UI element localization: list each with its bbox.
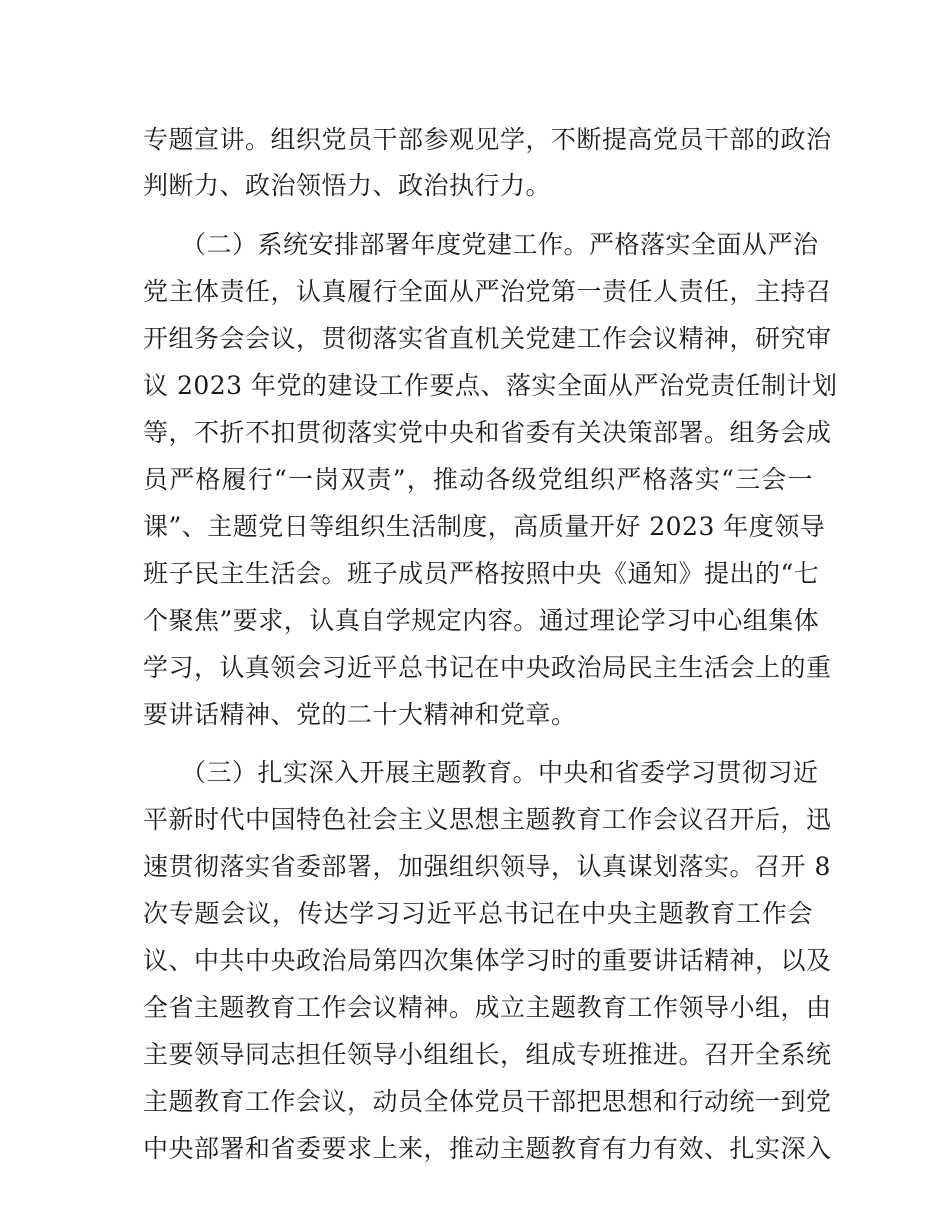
text-line: 学习，认真领会习近平总书记在中央政治局民主生活会上的重 xyxy=(143,653,832,682)
text-line: 议 2023 年党的建设工作要点、落实全面从严治党责任制计划 xyxy=(143,371,838,400)
text-line: （二）系统安排部署年度党建工作。严格落实全面从严治 xyxy=(181,230,819,259)
text-line: 议、中共中央政治局第四次集体学习时的重要讲话精神，以及 xyxy=(143,946,832,975)
text-line: 员严格履行“一岗双责”，推动各级党组织严格落实“三会一 xyxy=(143,465,813,494)
text-line: 平新时代中国特色社会主义思想主题教育工作会议召开后，迅 xyxy=(143,805,832,834)
text-line: 专题宣讲。组织党员干部参观见学，不断提高党员干部的政治 xyxy=(143,125,832,154)
text-line: 个聚焦”要求，认真自学规定内容。通过理论学习中心组集体 xyxy=(143,606,820,635)
text-line: 班子民主生活会。班子成员严格按照中央《通知》提出的“七 xyxy=(143,559,820,588)
text-line: 判断力、政治领悟力、政治执行力。 xyxy=(143,171,552,200)
text-line: （三）扎实深入开展主题教育。中央和省委学习贯彻习近 xyxy=(181,758,819,787)
text-line: 课”、主题党日等组织生活制度，高质量开好 2023 年度领导 xyxy=(143,512,826,541)
text-line: 主题教育工作会议，动员全体党员干部把思想和行动统一到党 xyxy=(143,1087,832,1116)
text-line: 开组务会会议，贯彻落实省直机关党建工作会议精神，研究审 xyxy=(143,324,832,353)
text-line: 次专题会议，传达学习习近平总书记在中央主题教育工作会 xyxy=(143,899,813,928)
text-line: 全省主题教育工作会议精神。成立主题教育工作领导小组，由 xyxy=(143,993,832,1022)
text-line: 中央部署和省委要求上来，推动主题教育有力有效、扎实深入 xyxy=(143,1134,832,1163)
text-line: 党主体责任，认真履行全面从严治党第一责任人责任，主持召 xyxy=(143,277,832,306)
text-line: 主要领导同志担任领导小组组长，组成专班推进。召开全系统 xyxy=(143,1040,832,1069)
text-line: 等，不折不扣贯彻落实党中央和省委有关决策部署。组务会成 xyxy=(143,418,832,447)
text-line: 要讲话精神、党的二十大精神和党章。 xyxy=(143,700,577,729)
text-line: 速贯彻落实省委部署，加强组织领导，认真谋划落实。召开 8 xyxy=(143,852,831,881)
